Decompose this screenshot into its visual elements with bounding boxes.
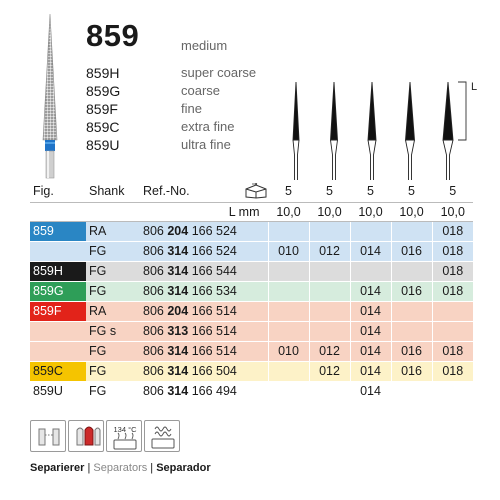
usage-label-es: Separador [156, 462, 211, 474]
size-cell: 014 [350, 361, 391, 381]
col-header-shank: Shank [86, 180, 140, 202]
page-title: 859 [86, 18, 140, 53]
size-cell [432, 301, 473, 321]
shank-cell: FG [86, 241, 140, 261]
size-silhouettes [272, 78, 486, 182]
ultrasonic-bath-icon [144, 420, 180, 452]
fig-cell: 859U [30, 381, 86, 401]
fig-cell: 859C [30, 361, 86, 381]
fig-cell [30, 241, 86, 261]
ref-number-part: 806 [143, 284, 164, 298]
ref-number-part: 314 [167, 264, 189, 278]
shank-cell: FG [86, 381, 140, 401]
ref-number-part: 314 [167, 244, 189, 258]
size-cell: 016 [391, 241, 432, 261]
size-cell: 014 [350, 301, 391, 321]
table-row [30, 301, 473, 321]
usage-label-de: Separierer [30, 462, 85, 474]
shank-cell: FG [86, 281, 140, 301]
ref-number-part: 166 494 [191, 384, 237, 398]
bur-silhouette [443, 82, 453, 182]
ref-number-part: 166 534 [191, 284, 237, 298]
size-cell [268, 361, 309, 381]
size-cell: 014 [350, 341, 391, 361]
size-cell [268, 301, 309, 321]
fig-cell [30, 341, 86, 361]
ref-number-part: 806 [143, 344, 164, 358]
size-cell [350, 261, 391, 281]
ref-number-part: 313 [167, 324, 189, 338]
variant-grit: extra fine [181, 119, 235, 134]
length-value: 10,0 [350, 202, 391, 221]
size-cell [268, 221, 309, 241]
size-cell: 018 [432, 221, 473, 241]
ref-number-cell [140, 381, 268, 401]
ref-number-part: 166 524 [191, 244, 237, 258]
variant-grit: coarse [181, 83, 221, 98]
table-body [30, 221, 473, 401]
variant-code: 859F [86, 101, 118, 117]
ref-number-cell [140, 361, 268, 381]
pack-count: 5 [391, 180, 432, 202]
ref-number-cell [140, 261, 268, 281]
bur-silhouette [368, 82, 376, 182]
ref-number-part: 166 544 [191, 264, 237, 278]
size-cell [309, 261, 350, 281]
ref-number-part: 806 [143, 324, 164, 338]
variant-code: 859H [86, 65, 120, 81]
ref-number-part: 806 [143, 384, 164, 398]
ref-number-part: 314 [167, 384, 189, 398]
size-cell: 018 [432, 241, 473, 261]
table-row [30, 341, 473, 361]
size-cell [432, 381, 473, 401]
size-cell [309, 381, 350, 401]
size-cell [268, 281, 309, 301]
variant-code: 859U [86, 137, 120, 153]
ref-number-part: 806 [143, 224, 164, 238]
tooth-crown-icon [30, 420, 66, 452]
autoclave-temp: 134 °C [113, 425, 137, 434]
ref-number-cell [140, 281, 268, 301]
size-cell [309, 281, 350, 301]
ref-number-part: 806 [143, 364, 164, 378]
ref-number-cell [140, 221, 268, 241]
header-row [30, 180, 473, 202]
fig-cell: 859H [30, 261, 86, 281]
pack-count: 5 [309, 180, 350, 202]
table-row [30, 281, 473, 301]
ref-number-part: 166 524 [191, 224, 237, 238]
ref-number-part: 806 [143, 264, 164, 278]
ref-number-part: 204 [167, 304, 189, 318]
bur-silhouette [293, 82, 299, 182]
ref-number-part: 166 514 [191, 344, 237, 358]
size-cell [268, 321, 309, 341]
size-cell [309, 221, 350, 241]
length-unit-label: L mm [140, 202, 268, 221]
table-row [30, 241, 473, 261]
size-cell [391, 221, 432, 241]
size-cell: 016 [391, 281, 432, 301]
size-cell [309, 301, 350, 321]
ref-number-cell [140, 341, 268, 361]
ref-number-part: 806 [143, 304, 164, 318]
size-cell: 012 [309, 241, 350, 261]
table-row [30, 381, 473, 401]
autoclave-icon [106, 420, 142, 452]
size-table [30, 180, 473, 402]
size-cell [432, 321, 473, 341]
size-cell: 018 [432, 281, 473, 301]
shank-cell: FG s [86, 321, 140, 341]
usage-separator: | [150, 462, 154, 474]
shank-cell: RA [86, 221, 140, 241]
length-value: 10,0 [391, 202, 432, 221]
table-row [30, 261, 473, 281]
size-cell [350, 221, 391, 241]
bur-silhouette [331, 82, 338, 182]
size-cell: 014 [350, 381, 391, 401]
size-cell: 014 [350, 281, 391, 301]
size-cell: 018 [432, 341, 473, 361]
package-icon [244, 183, 268, 199]
size-cell: 014 [350, 321, 391, 341]
size-cell [309, 321, 350, 341]
variant-code: 859G [86, 83, 121, 99]
grit-medium: medium [181, 38, 228, 53]
length-bracket [458, 82, 466, 140]
variant-grit: ultra fine [181, 137, 231, 152]
ref-number-cell [140, 321, 268, 341]
ref-number-part: 314 [167, 364, 189, 378]
ref-number-part: 314 [167, 344, 189, 358]
size-cell: 018 [432, 261, 473, 281]
size-cell [268, 261, 309, 281]
usage-label-en: Separators [93, 462, 148, 474]
ref-number-part: 806 [143, 244, 164, 258]
ref-number-part: 204 [167, 224, 189, 238]
table-row [30, 321, 473, 341]
ref-number-part: 314 [167, 284, 189, 298]
col-header-fig: Fig. [30, 180, 86, 202]
length-value: 10,0 [309, 202, 350, 221]
col-header-ref-label: Ref.-No. [143, 183, 190, 198]
ref-number-cell [140, 301, 268, 321]
pack-count: 5 [432, 180, 473, 202]
ref-number-part: 166 514 [191, 324, 237, 338]
size-cell: 016 [391, 361, 432, 381]
fig-cell: 859 [30, 221, 86, 241]
col-header-ref [140, 180, 268, 202]
size-cell: 018 [432, 361, 473, 381]
size-cell [391, 381, 432, 401]
shank-cell: FG [86, 261, 140, 281]
usage-label [30, 462, 211, 474]
size-cell [391, 261, 432, 281]
size-cell: 016 [391, 341, 432, 361]
ref-number-part: 166 514 [191, 304, 237, 318]
length-row [30, 202, 473, 221]
size-cell: 012 [309, 361, 350, 381]
pack-count: 5 [350, 180, 391, 202]
shank-cell: RA [86, 301, 140, 321]
fig-cell: 859G [30, 281, 86, 301]
length-value: 10,0 [268, 202, 309, 221]
bur-illustration [30, 12, 70, 180]
variant-grit: fine [181, 101, 202, 116]
size-cell: 014 [350, 241, 391, 261]
ref-number-part: 166 504 [191, 364, 237, 378]
ref-number-cell [140, 241, 268, 261]
length-label: L [471, 81, 478, 93]
variant-grit: super coarse [181, 65, 257, 80]
size-cell [391, 321, 432, 341]
pack-count: 5 [268, 180, 309, 202]
shank-cell: FG [86, 361, 140, 381]
fig-cell [30, 321, 86, 341]
size-cell: 010 [268, 241, 309, 261]
size-cell [391, 301, 432, 321]
table-row [30, 221, 473, 241]
size-cell [268, 381, 309, 401]
table-row [30, 361, 473, 381]
size-cell: 012 [309, 341, 350, 361]
bur-silhouette [406, 82, 415, 182]
variant-code: 859C [86, 119, 120, 135]
shank-cell: FG [86, 341, 140, 361]
length-value: 10,0 [432, 202, 473, 221]
tooth-bridge-icon [68, 420, 104, 452]
usage-separator: | [87, 462, 91, 474]
size-cell: 010 [268, 341, 309, 361]
fig-cell: 859F [30, 301, 86, 321]
